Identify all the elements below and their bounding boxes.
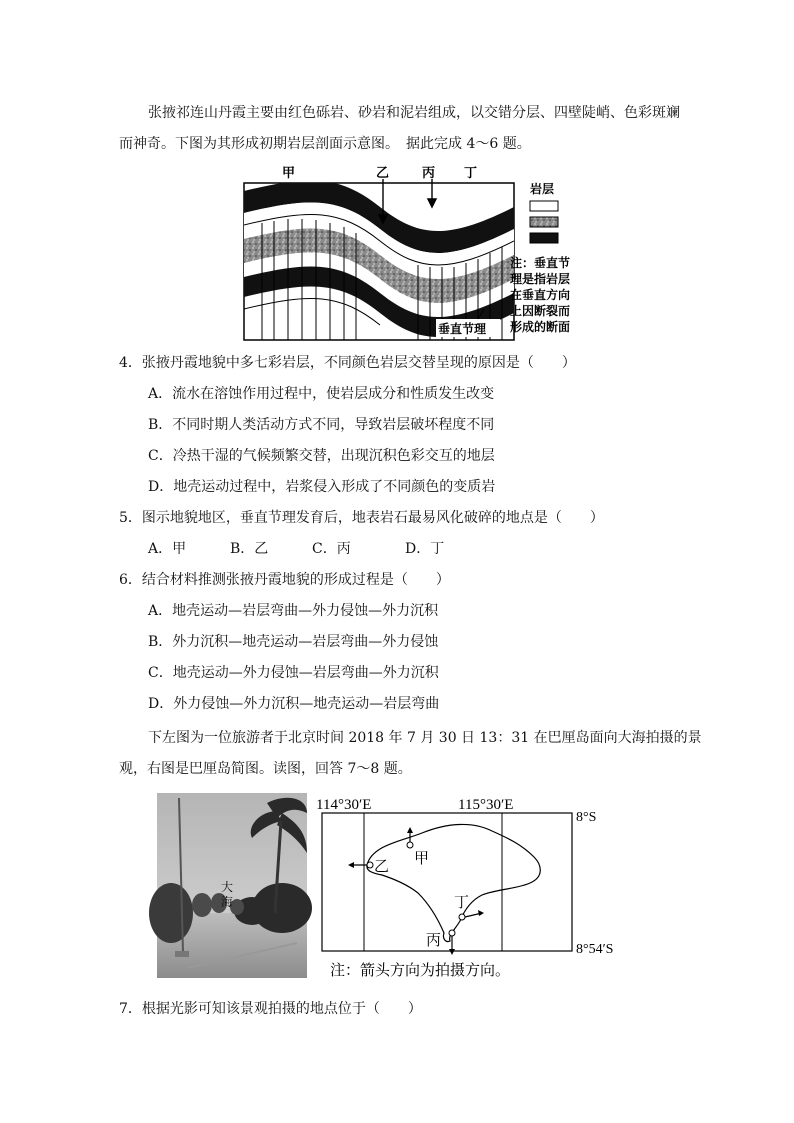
- lat-bottom-label: 8°54′S: [576, 942, 614, 957]
- map-point-bing: 丙: [426, 931, 442, 949]
- map-note: 注：箭头方向为拍摄方向。: [330, 961, 511, 979]
- legend-title: 岩层: [530, 182, 555, 196]
- note-line-3: 在垂直方向: [510, 288, 571, 302]
- legend-speckle-swatch: [530, 217, 558, 227]
- note-line-4: 上因断裂而: [510, 304, 571, 318]
- legend-black-swatch: [530, 233, 558, 243]
- note-line-5: 形成的断面: [510, 320, 571, 334]
- lon-left-label: 114°30′E: [316, 797, 372, 813]
- passage2-line1: 下左图为一位旅游者于北京时间 2018 年 7 月 30 日 13：31 在巴厘岛面向大海拍摄的景: [148, 730, 702, 746]
- lat-top-label: 8°S: [576, 810, 597, 825]
- lon-right-label: 115°30′E: [458, 797, 514, 813]
- beach-photo: [157, 793, 307, 978]
- map-point-jia: 甲: [414, 849, 430, 867]
- q4-option-d: D．地壳运动过程中，岩浆侵入形成了不同颜色的变质岩: [148, 479, 496, 495]
- q5-option-c: C．丙: [312, 541, 351, 557]
- passage2-line2: 观，右图是巴厘岛简图。读图，回答 7～8 题。: [119, 761, 412, 777]
- map-point-ding: 丁: [454, 893, 470, 911]
- legend-white-swatch: [530, 201, 558, 211]
- q6-option-a: A．地壳运动—岩层弯曲—外力侵蚀—外力沉积: [148, 603, 439, 619]
- photo-sea-label-2: 海: [221, 895, 234, 909]
- q5-option-b: B．乙: [230, 541, 269, 557]
- q4-option-c: C．冷热干湿的气候频繁交替，出现沉积色彩交互的地层: [148, 448, 495, 464]
- q5-option-a: A．甲: [148, 541, 187, 557]
- passage1-line2: 而神奇。下图为其形成初期岩层剖面示意图。 据此完成 4～6 题。: [119, 136, 531, 152]
- q5-stem: 5．图示地貌地区，垂直节理发育后，地表岩石最易风化破碎的地点是（ ）: [119, 510, 604, 526]
- label-yi: 乙: [376, 166, 390, 181]
- q4-option-b: B．不同时期人类活动方式不同，导致岩层破坏程度不同: [148, 417, 495, 433]
- passage1-line1: 张掖祁连山丹霞主要由红色砾岩、砂岩和泥岩组成，以交错分层、四壁陡峭、色彩斑斓: [148, 105, 680, 121]
- q6-stem: 6．结合材料推测张掖丹霞地貌的形成过程是（ ）: [119, 572, 450, 588]
- map-point-yi: 乙: [374, 857, 390, 875]
- rock-layer-diagram: [240, 163, 590, 343]
- q6-option-c: C．地壳运动—外力侵蚀—岩层弯曲—外力沉积: [148, 665, 439, 681]
- label-bing: 丙: [422, 166, 436, 181]
- q5-option-d: D．丁: [405, 541, 445, 557]
- q7-stem: 7．根据光影可知该景观拍摄的地点位于（ ）: [119, 1001, 422, 1017]
- q4-stem: 4．张掖丹霞地貌中多七彩岩层，不同颜色岩层交替呈现的原因是（ ）: [119, 355, 576, 371]
- label-ding: 丁: [464, 166, 478, 181]
- label-jia: 甲: [282, 166, 296, 181]
- note-line-1: 注：垂直节: [510, 256, 571, 270]
- note-line-2: 理是指岩层: [510, 272, 571, 286]
- q4-option-a: A．流水在溶蚀作用过程中，使岩层成分和性质发生改变: [148, 386, 495, 402]
- q6-option-b: B．外力沉积—地壳运动—岩层弯曲—外力侵蚀: [148, 634, 439, 650]
- bali-map: [316, 793, 632, 985]
- photo-sea-label-1: 大: [221, 880, 234, 894]
- q6-option-d: D．外力侵蚀—外力沉积—地壳运动—岩层弯曲: [148, 696, 440, 712]
- joint-label: 垂直节理: [438, 322, 487, 336]
